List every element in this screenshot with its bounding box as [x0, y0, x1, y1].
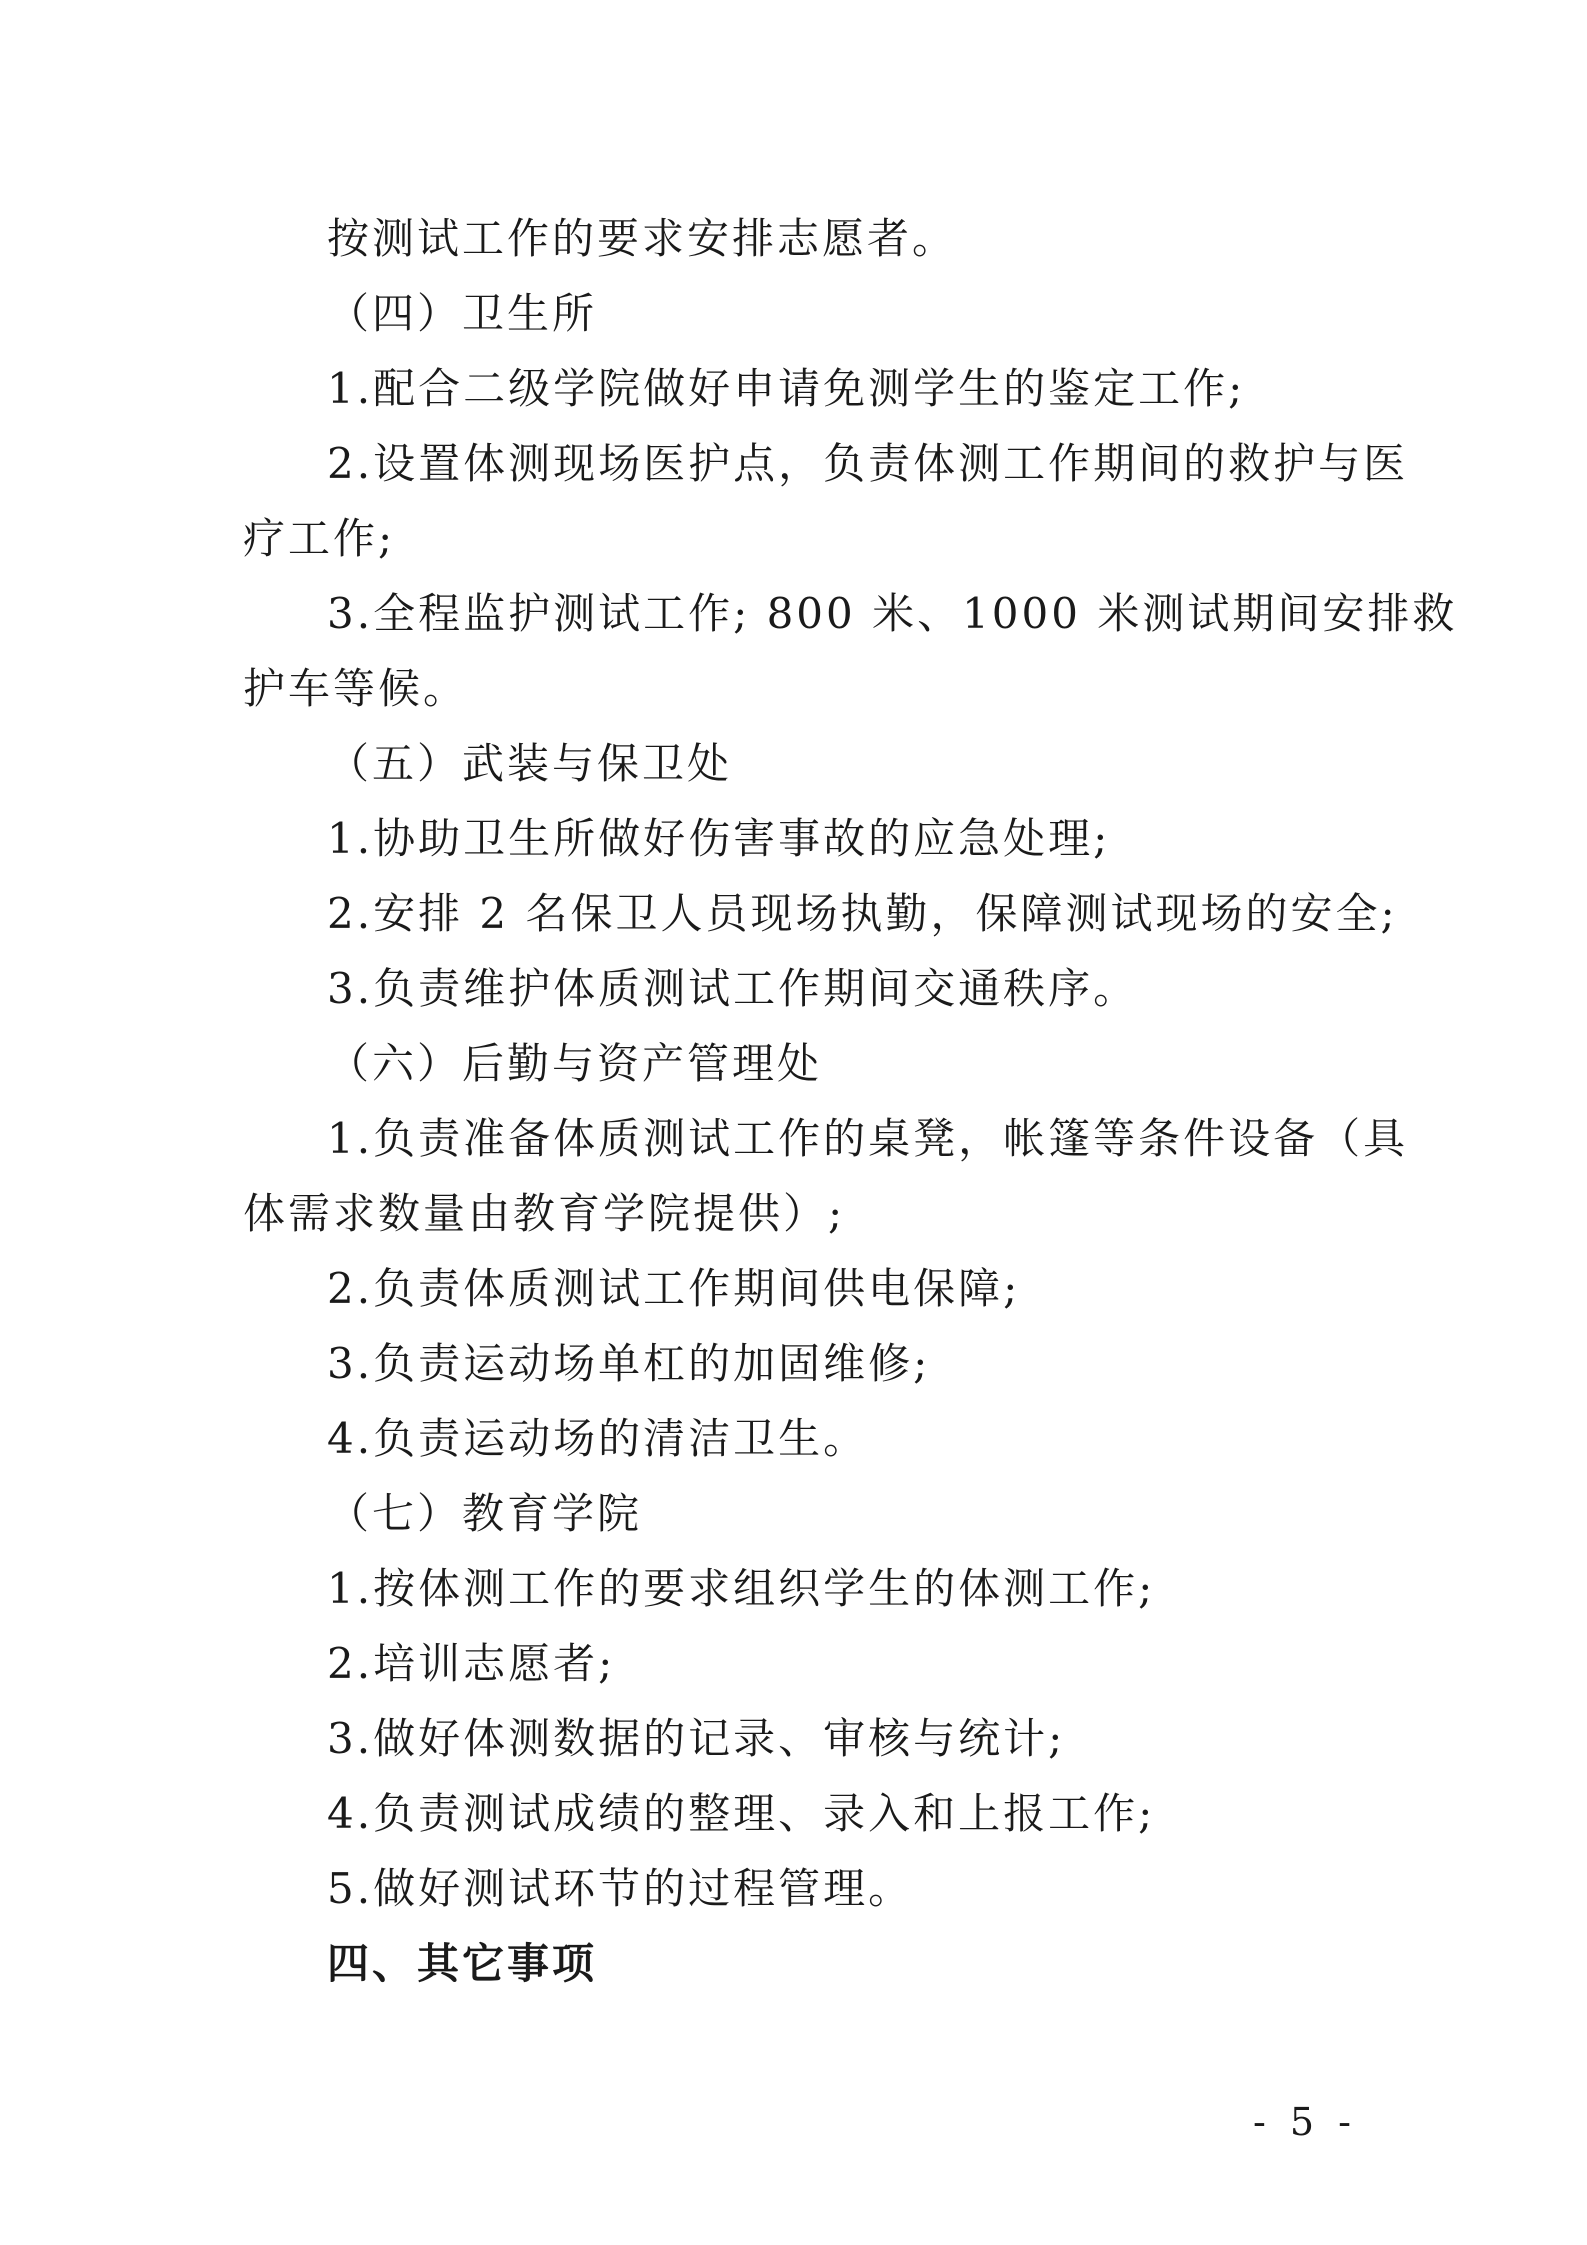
list-item: 2.安排 2 名保卫人员现场执勤，保障测试现场的安全;	[327, 889, 1398, 938]
page-number: - 5 -	[1252, 2100, 1357, 2144]
list-item: 2.设置体测现场医护点，负责体测工作期间的救护与医	[327, 439, 1409, 488]
list-item-continuation: 护车等候。	[243, 664, 469, 713]
list-item: 3.负责维护体质测试工作期间交通秩序。	[327, 964, 1139, 1013]
list-item: 4.负责测试成绩的整理、录入和上报工作;	[327, 1789, 1156, 1838]
list-item: 4.负责运动场的清洁卫生。	[327, 1414, 869, 1463]
chapter-heading-other-matters: 四、其它事项	[327, 1939, 598, 1988]
section-heading-security: （五）武装与保卫处	[327, 739, 733, 788]
list-item: 1.协助卫生所做好伤害事故的应急处理;	[327, 814, 1111, 863]
section-heading-clinic: （四）卫生所	[327, 289, 598, 338]
list-item: 3.全程监护测试工作; 800 米、1000 米测试期间安排救	[327, 589, 1458, 638]
section-heading-logistics: （六）后勤与资产管理处	[327, 1039, 823, 1088]
list-item: 1.配合二级学院做好申请免测学生的鉴定工作;	[327, 364, 1246, 413]
list-item: 3.做好体测数据的记录、审核与统计;	[327, 1714, 1066, 1763]
paragraph-line: 按测试工作的要求安排志愿者。	[327, 214, 958, 263]
list-item: 5.做好测试环节的过程管理。	[327, 1864, 914, 1913]
section-heading-education: （七）教育学院	[327, 1489, 643, 1538]
list-item: 2.负责体质测试工作期间供电保障;	[327, 1264, 1021, 1313]
list-item: 1.按体测工作的要求组织学生的体测工作;	[327, 1564, 1156, 1613]
list-item: 1.负责准备体质测试工作的桌凳，帐篷等条件设备（具	[327, 1114, 1409, 1163]
list-item-continuation: 疗工作;	[243, 514, 396, 563]
list-item-continuation: 体需求数量由教育学院提供）;	[243, 1189, 846, 1238]
list-item: 2.培训志愿者;	[327, 1639, 616, 1688]
list-item: 3.负责运动场单杠的加固维修;	[327, 1339, 931, 1388]
